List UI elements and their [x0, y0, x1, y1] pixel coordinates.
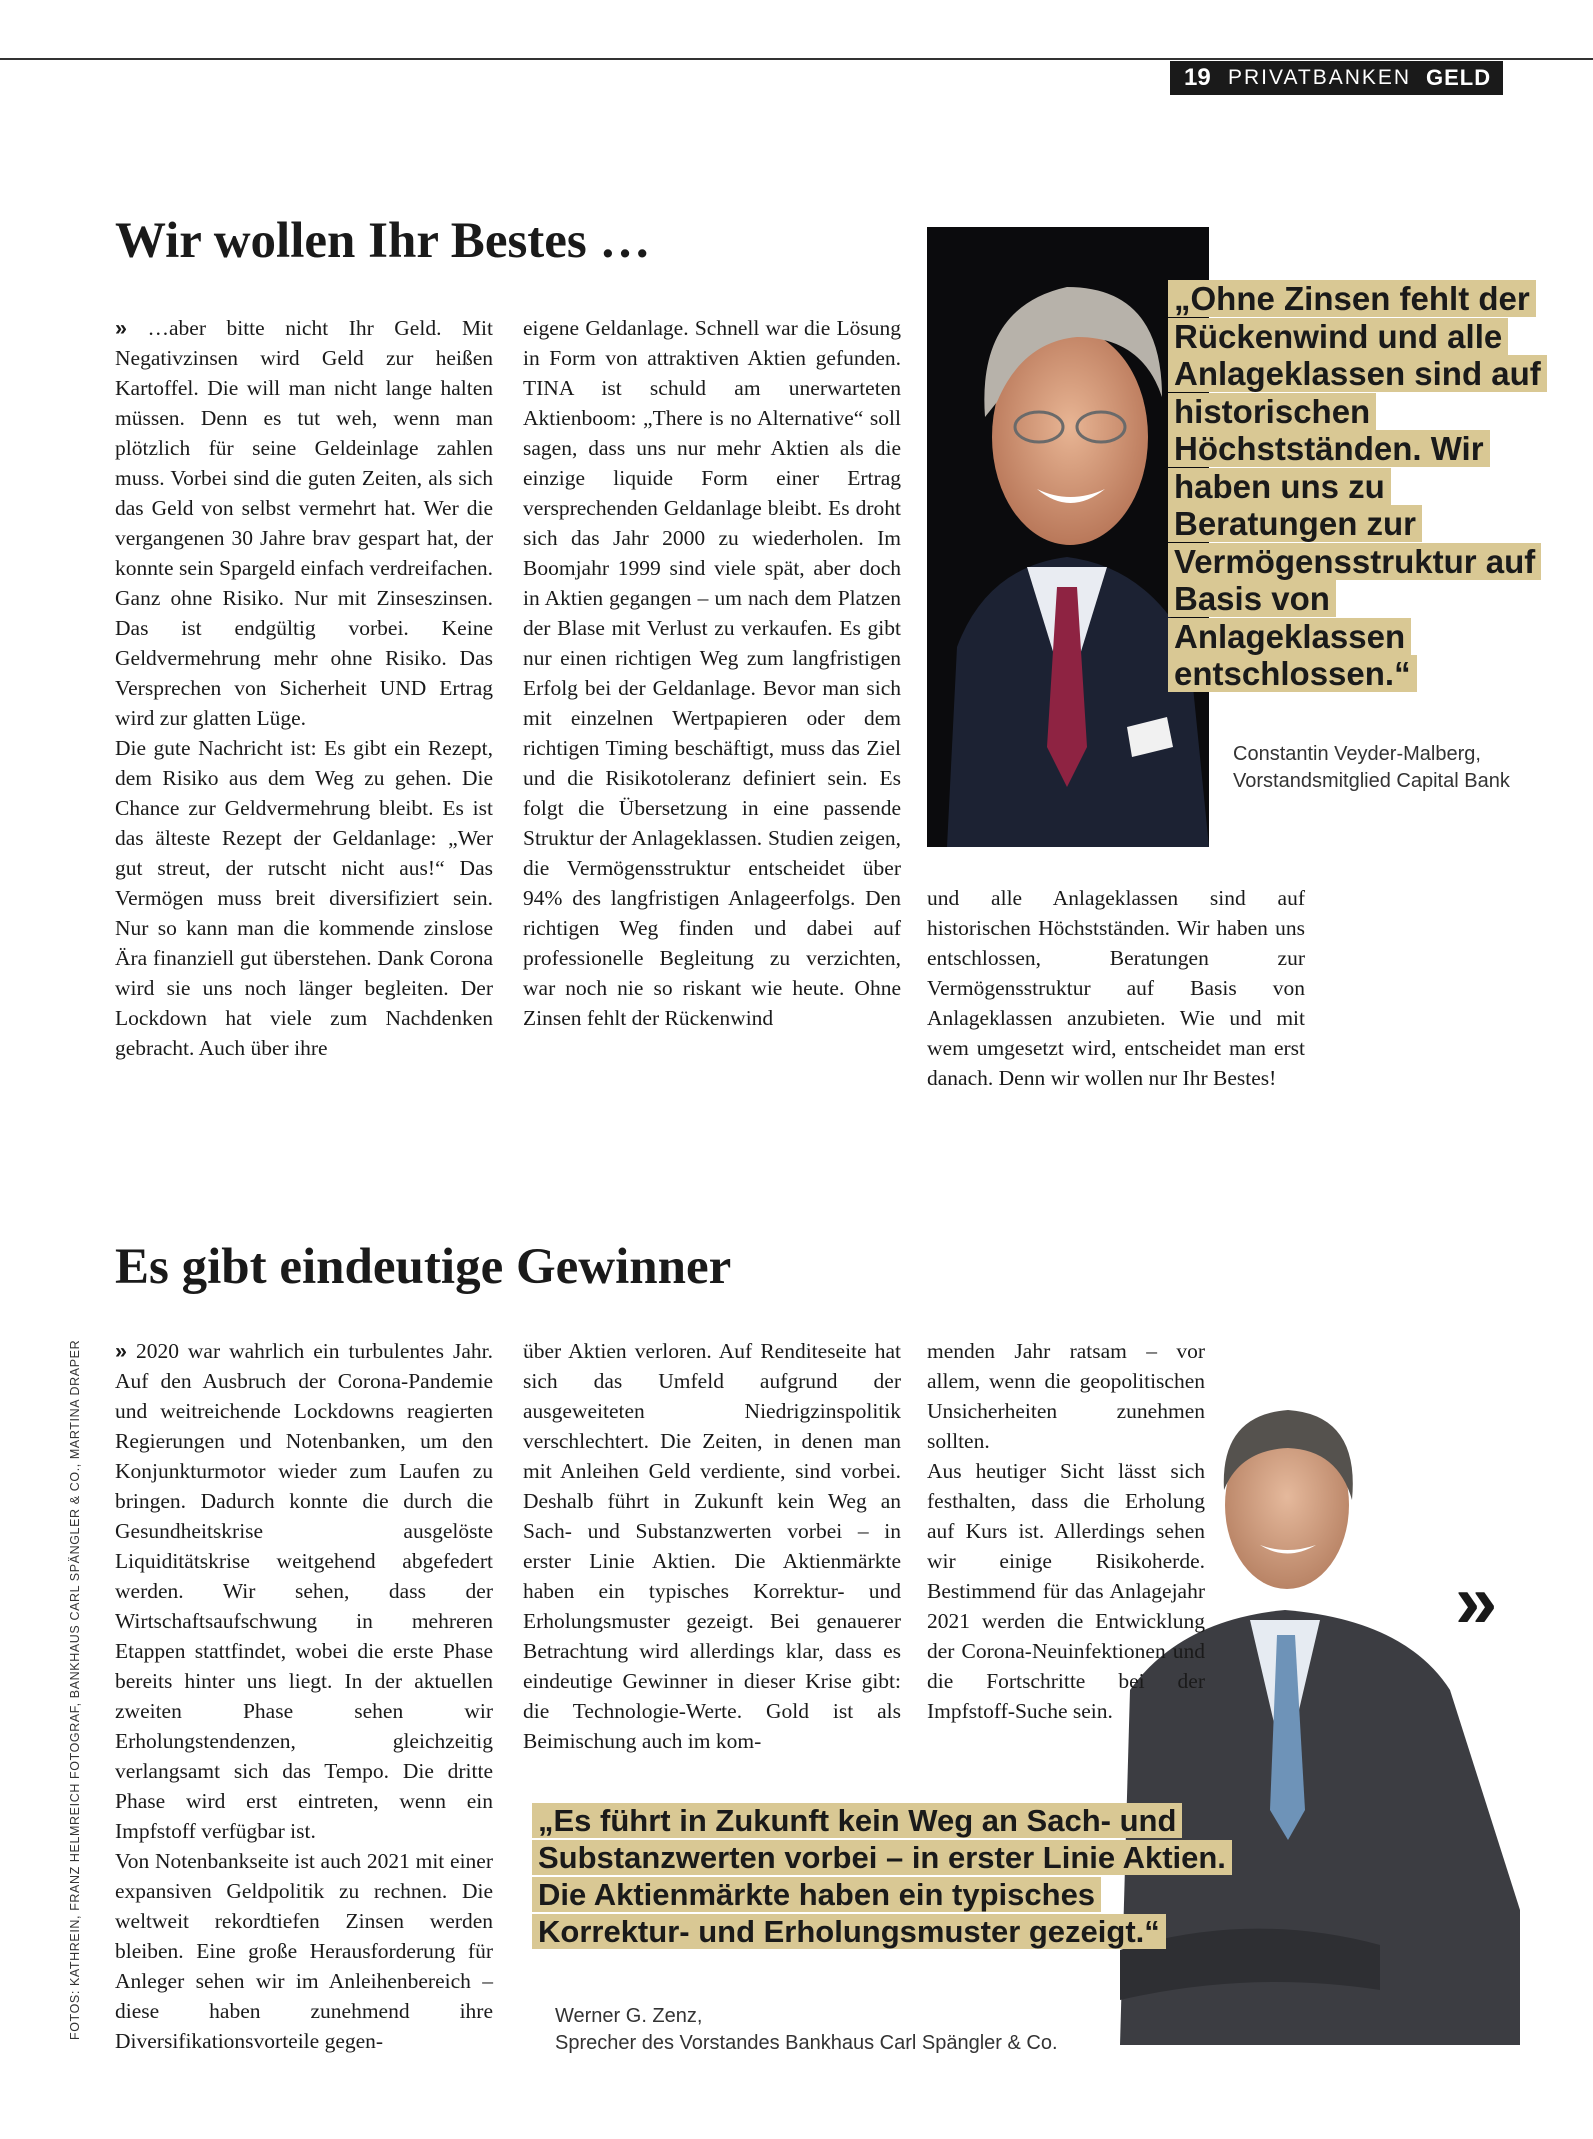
caption-name: Constantin Veyder-Malberg,	[1233, 743, 1481, 765]
photo-credit: FOTOS: KATHREIN, FRANZ HELMREICH FOTOGRAF, BANKHAUS CARL SPÄNGLER & CO., MARTINA DRAPER	[68, 1339, 82, 2040]
portrait-veyder-malberg	[927, 227, 1209, 847]
article2-column-1	[115, 1336, 493, 2056]
article2-col2-text: über Aktien verloren. Auf Renditeseite hat sich das Umfeld aufgrund der ausgeweiteten Niedrigzinspolitik verschlechtert. Die Zeiten, in denen man mit Anleihen Geld verdiente, sind vorbei. Deshalb führt in Zukunft kein Weg an Sach- und Substanzwerten vorbei – in erster Linie Aktien. Die Aktienmärkte haben ein typisches Korrektur- und Erholungsmuster gezeigt. Bei genauerer Betrachtung wird allerdings klar, dass es eindeutige Gewinner in dieser Krise gibt: die Technologie-Werte. Gold ist als Beimischung auch im kom-	[523, 1339, 901, 1753]
category-label: GELD	[1426, 65, 1492, 90]
article1-col1-text: …aber bitte nicht Ihr Geld. Mit Negativzinsen wird Geld zur heißen Kartoffel. Die will man nicht lange halten müssen. Denn es tut weh, wenn man plötzlich für seine Geldeinlage zahlen muss. Vorbei sind die guten Zeiten, als sich das Geld von selbst vermehrt hat. Wer die vergangenen 30 Jahre brav gespart hat, der konnte sein Spargeld einfach verdreifachen. Ganz ohne Risiko. Nur mit Zinseszinsen. Das ist endgültig vorbei. Keine Geldvermehrung mehr ohne Risiko. Das Versprechen von Sicherheit UND Ertrag wird zur glatten Lüge.	[115, 316, 494, 730]
caption-name-2: Werner G. Zenz,	[555, 2005, 703, 2027]
article1-pull-quote	[1168, 280, 1548, 693]
article2-column-3	[927, 1336, 1205, 1726]
article2-title: Es gibt eindeutige Gewinner	[115, 1239, 732, 1295]
article1-col1-p2: Die gute Nachricht ist: Es gibt ein Rezept, dem Risiko aus dem Weg zu gehen. Die Chance zur Geldvermehrung bleibt. Es ist das älteste Rezept der Geldanlage: „Wer gut streut, der rutscht nicht aus!“ Das Vermögen muss breit diversifiziert sein. Nur so kann man die kommende zinslose Ära finanziell gut überstehen. Dank Corona wird sie uns noch länger begleiten. Der Lockdown hat viele zum Nachdenken gebracht. Auch über ihre	[115, 736, 493, 1060]
article2-pull-quote	[532, 1802, 1232, 1950]
article1-column-2	[523, 313, 901, 1033]
article2-caption	[555, 2003, 1195, 2057]
article1-caption	[1233, 741, 1573, 795]
article1-col2-text: eigene Geldanlage. Schnell war die Lösung in Form von attraktiven Aktien gefunden. TINA ist schuld am unerwarteten Aktienboom: „There is no Alternative“ soll sagen, dass uns nur mehr Aktien als die einzige liquide Form einer Ertrag versprechenden Geldanlage bleibt. Es droht sich das Jahr 2000 zu wiederholen. Im Boomjahr 1999 sind viele spät, aber doch in Aktien gegangen – um nach dem Platzen der Blase mit Verlust zu verkaufen. Es gibt nur einen richtigen Weg zum langfristigen Erfolg bei der Geldanlage. Bevor man sich mit einzelnen Wertpapieren oder dem richtigen Timing beschäftigt, muss das Ziel und die Risikotoleranz definiert sein. Es folgt die Übersetzung in eine passende Struktur der Anlageklassen. Studien zeigen, die Vermögensstruktur entscheidet über 94% des langfristigen Anlageerfolgs. Den richtigen Weg finden und dabei auf professionelle Begleitung zu verzichten, war noch nie so riskant wie heute. Ohne Zinsen fehlt der Rückenwind	[523, 316, 901, 1030]
caption-role-2: Sprecher des Vorstandes Bankhaus Carl Spängler & Co.	[555, 2032, 1058, 2054]
continue-mark: »	[1455, 1559, 1498, 1644]
portrait-photo	[927, 227, 1209, 847]
article2-col3-p2: Aus heutiger Sicht lässt sich festhalten, dass die Erholung auf Kurs ist. Allerdings sehen wir einige Risikoherde. Bestimmend für das Anlagejahr 2021 werden die Entwicklung der Corona-Neuinfektionen und die Fortschritte bei der Impfstoff-Suche sein.	[927, 1459, 1205, 1723]
section-label: PRIVATBANKEN	[1228, 66, 1412, 89]
article1-title: Wir wollen Ihr Bestes …	[115, 213, 651, 269]
lead-mark: »	[115, 316, 127, 340]
pull-quote-text-2: „Es führt in Zukunft kein Weg an Sach- und Substanzwerten vorbei – in erster Linie Aktien. Die Aktienmärkte haben ein typisches Korrektur- und Erholungsmuster gezeigt.“	[532, 1803, 1232, 1949]
article2-col1-p2: Von Notenbankseite ist auch 2021 mit einer expansiven Geldpolitik zu rechnen. Die weltweit rekordtiefen Zinsen werden bleiben. Eine große Herausforderung für Anleger sehen wir im Anleihenbereich – diese haben zunehmend ihre Diversifikationsvorteile gegen-	[115, 1849, 493, 2053]
pull-quote-text: „Ohne Zinsen fehlt der Rückenwind und alle Anlageklassen sind auf historischen Höchstständen. Wir haben uns zu Beratungen zur Vermögensstruktur auf Basis von Anlageklassen entschlossen.“	[1168, 280, 1547, 692]
lead-mark-2: »	[115, 1339, 127, 1363]
article1-col3-text: und alle Anlageklassen sind auf historischen Höchstständen. Wir haben uns entschlossen, Beratungen zur Vermögensstruktur auf Basis von Anlageklassen anzubieten. Wie und mit wem umgesetzt wird, entscheidet man erst danach. Denn wir wollen nur Ihr Bestes!	[927, 886, 1305, 1090]
article2-col1-text: 2020 war wahrlich ein turbulentes Jahr. Auf den Ausbruch der Corona-Pandemie und weitreichende Lockdowns reagierten Regierungen und Notenbanken, um den Konjunkturmotor wieder zum Laufen zu bringen. Dadurch konnte die durch die Gesundheitskrise ausgelöste Liquiditätskrise weitgehend abgefedert werden. Wir sehen, dass der Wirtschaftsaufschwung in mehreren Etappen stattfindet, wobei die erste Phase bereits hinter uns liegt. In der aktuellen zweiten Phase sehen wir Erholungstendenzen, gleichzeitig verlangsamt sich das Tempo. Die dritte Phase wird erst eintreten, wenn ein Impfstoff verfügbar ist.	[115, 1339, 493, 1843]
top-rule	[0, 58, 1593, 60]
page-header	[1170, 61, 1503, 95]
caption-role: Vorstandsmitglied Capital Bank	[1233, 770, 1510, 792]
article1-column-1	[115, 313, 493, 1063]
page-number: 19	[1184, 64, 1211, 91]
article1-column-3	[927, 883, 1305, 1093]
article2-column-2	[523, 1336, 901, 1756]
article2-col3-text: menden Jahr ratsam – vor allem, wenn die geopolitischen Unsicherheiten zunehmen sollten.	[927, 1339, 1205, 1453]
